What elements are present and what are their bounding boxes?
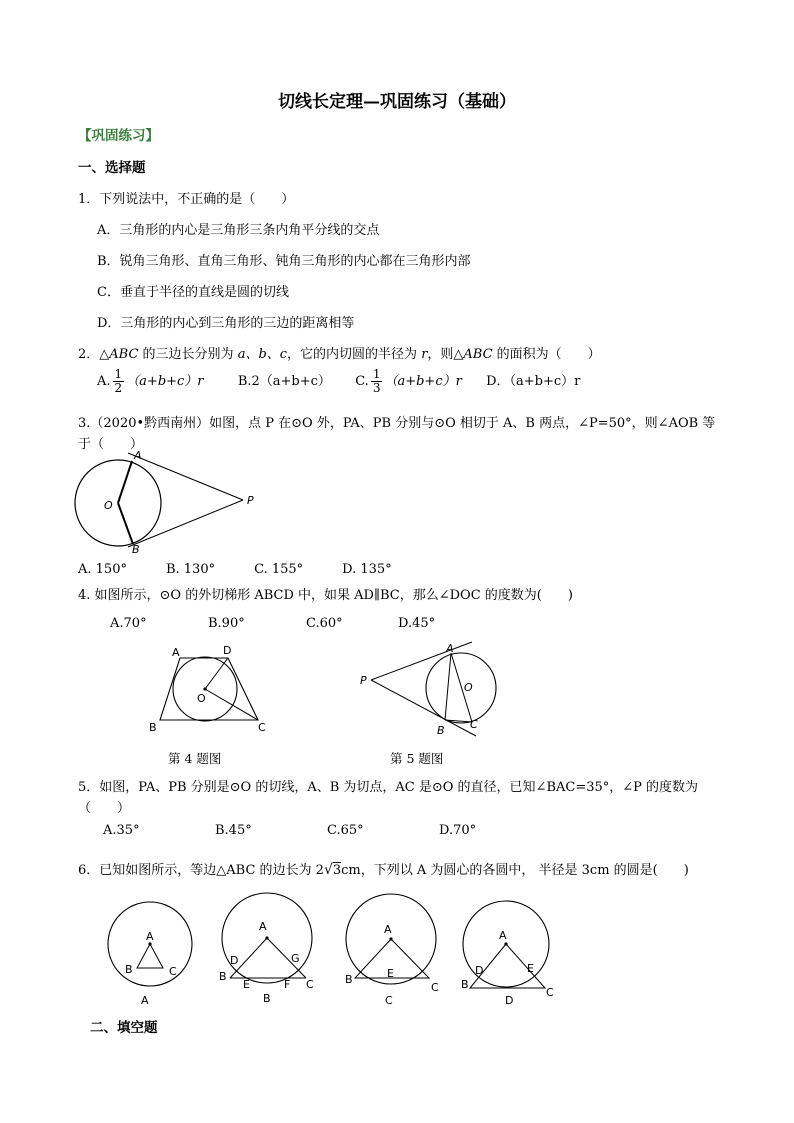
q6a-label-b: B — [125, 963, 133, 976]
q5-label-o: O — [464, 681, 473, 694]
q4-option-c: C.60° — [306, 616, 343, 631]
q3-label-o: O — [104, 499, 113, 512]
q5-label-c: C — [470, 718, 478, 731]
q4-label-c: C — [258, 721, 266, 734]
q5-option-d: D.70° — [439, 823, 477, 838]
q6c-label-c: C — [431, 981, 439, 994]
q5-label-p: P — [360, 674, 367, 687]
q6b-label-b: B — [219, 970, 227, 983]
q3-label-a: A — [134, 449, 142, 462]
q4-label-b: B — [149, 721, 157, 734]
q6a-label-a: A — [146, 930, 154, 943]
q3-label-p: P — [247, 494, 254, 507]
q5-option-a: A.35° — [103, 823, 140, 838]
q6-figure-a — [108, 902, 192, 1007]
q4-option-a: A.70° — [110, 616, 147, 631]
q5-stem-line2: （ ） — [78, 801, 131, 816]
q6d-label-d: D — [475, 964, 484, 977]
q4-option-d: D.45° — [398, 616, 436, 631]
q6d-label-c: C — [546, 986, 554, 999]
q1-option-d: D．三角形的内心到三角形的三边的距离相等 — [97, 316, 355, 331]
q6b-label-a: A — [259, 920, 267, 933]
q1-option-c: C．垂直于半径的直线是圆的切线 — [97, 285, 289, 300]
q4-label-o: O — [197, 692, 206, 705]
q6d-caption: D — [505, 994, 514, 1007]
q6d-label-e: E — [527, 962, 534, 975]
q3-stem-line2: 于（ ） — [78, 437, 144, 452]
part-heading-choice: 一、选择题 — [78, 160, 146, 176]
q4-option-b: B.90° — [208, 616, 245, 631]
q5-option-c: C.65° — [327, 823, 364, 838]
q1-stem: 1．下列说法中，不正确的是（ ） — [78, 192, 295, 207]
q6-figure-c — [345, 894, 439, 1007]
q2-option-d: D．（a+b+c）r — [486, 374, 581, 389]
q2-option-a: A. $\frac{1}{2}$ （a+b+c）r — [97, 367, 204, 395]
fraction-third: $\frac{1}{3}$ — [372, 367, 381, 395]
q6b-label-d: D — [230, 954, 239, 967]
q6c-label-e: E — [387, 967, 394, 980]
q6b-label-g: G — [291, 952, 300, 965]
q3-options: A. 150° B. 130° C. 155° D. 135° — [78, 562, 392, 577]
sqrt-symbol: √ — [323, 862, 333, 878]
q6c-caption: C — [385, 994, 393, 1007]
fraction-half: $\frac{1}{2}$ — [114, 367, 123, 395]
q6a-caption: A — [141, 994, 149, 1007]
q2-option-b: B.2（a+b+c） — [237, 374, 331, 389]
q3-stem-line1: 3.（2020•黔西南州）如图，点 P 在⊙O 外，PA、PB 分别与⊙O 相切于 A、B 两点，∠P=50°，则∠AOB 等 — [78, 416, 716, 431]
q1-option-a: A．三角形的内心是三角形三条内角平分线的交点 — [97, 223, 380, 238]
q6b-label-e: E — [243, 978, 250, 991]
q6b-label-c: C — [306, 978, 314, 991]
part-heading-fill: 二、填空题 — [90, 1020, 158, 1036]
q4-figure-caption: 第 4 题图 — [168, 751, 222, 766]
q4-label-d: D — [223, 644, 232, 657]
q6b-label-f: F — [284, 978, 291, 991]
q6-stem: 6．已知如图所示，等边△ABC 的边长为 2√3cm，下列以 A 为圆心的各圆中， 半径是 3cm 的圆是( ) — [78, 862, 689, 878]
q6a-label-c: C — [169, 965, 177, 978]
q5-label-a: A — [446, 642, 454, 655]
q5-stem-line1: 5．如图，PA、PB 分别是⊙O 的切线，A、B 为切点，AC 是⊙O 的直径，已知∠BAC=35°，∠P 的度数为 — [78, 780, 699, 795]
q4-label-a: A — [172, 646, 180, 659]
q6-figure-d — [461, 901, 554, 1007]
q5-label-b: B — [437, 724, 445, 737]
q3-label-b: B — [132, 543, 140, 556]
q4-stem: 4. 如图所示，⊙O 的外切梯形 ABCD 中，如果 AD∥BC，那么∠DOC 的度数为( ) — [78, 588, 573, 603]
section-tag: 【巩固练习】 — [78, 128, 159, 144]
q6b-label-b-bottom: B — [263, 992, 271, 1005]
page-title: 切线长定理—巩固练习（基础） — [278, 92, 516, 112]
q6c-label-b: B — [345, 973, 353, 986]
q2-stem: 2．△ABC 的三边长分别为 a、b、c，它的内切圆的半径为 r，则△ABC 的面积为（ ） — [78, 347, 601, 362]
q6d-label-b: B — [461, 978, 469, 991]
q6c-label-a: A — [384, 923, 392, 936]
q6d-label-a: A — [499, 929, 507, 942]
q2-option-c: C. $\frac{1}{3}$ （a+b+c）r — [355, 367, 462, 395]
q6-figure-b — [219, 893, 314, 1005]
q5-option-b: B.45° — [215, 823, 252, 838]
q1-option-b: B．锐角三角形、直角三角形、钝角三角形的内心都在三角形内部 — [97, 254, 471, 269]
q5-figure-caption: 第 5 题图 — [390, 751, 444, 766]
